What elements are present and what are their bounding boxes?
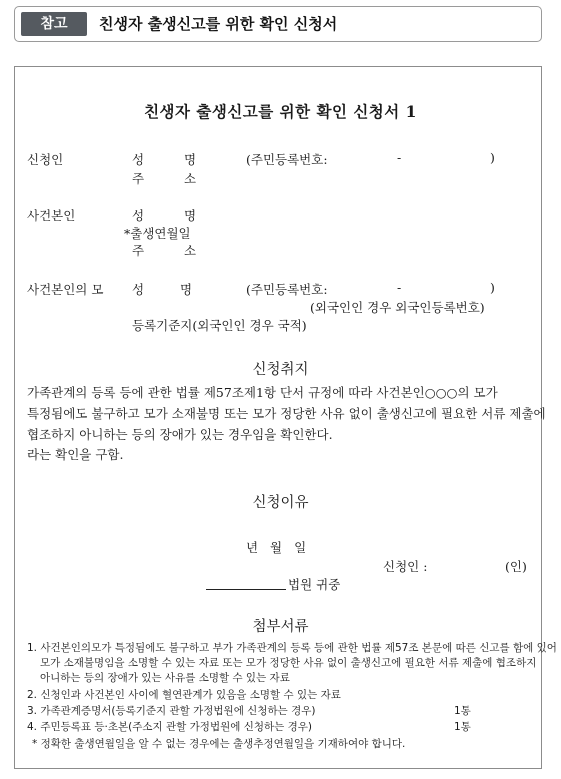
document-title: 친생자 출생신고를 위한 확인 신청서 1 — [144, 102, 417, 121]
purpose-line: 가족관계의 등록 등에 관한 법률 제57조제1항 단서 규정에 따라 사건본인○○○의 모가 — [27, 385, 498, 400]
attachment-item: 1. 사건본인의모가 특정됨에도 불구하고 부가 가족관계의 등록 등에 관한 법률 제57조 본문에 따른 신고를 함에 있어 — [27, 642, 557, 654]
mother-id-label: (주민등록번호: — [246, 282, 328, 297]
mother-registry-label: 등록기준지(외국인인 경우 국적) — [132, 318, 307, 333]
applicant-id-label: (주민등록번호: — [246, 152, 328, 167]
purpose-heading: 신청취지 — [252, 362, 309, 378]
applicant-label: 신청인 — [27, 152, 64, 167]
mother-id-close: ) — [490, 280, 495, 295]
purpose-line: 라는 확인을 구함. — [27, 447, 124, 462]
reason-applicant-label: 신청인 : — [383, 559, 428, 574]
header-tag: 참고 — [21, 12, 87, 36]
applicant-id-dash: - — [397, 150, 402, 165]
reason-heading: 신청이유 — [252, 495, 309, 511]
mother-name-label-a: 성 — [132, 282, 145, 297]
attachment-item: 2. 신청인과 사건본인 사이에 혈연관계가 있음을 소명할 수 있는 자료 — [27, 689, 341, 701]
court-name-blank — [206, 589, 286, 590]
seal-label: (인) — [505, 559, 527, 574]
attachment-count: 1통 — [454, 705, 471, 717]
attachment-count: 1통 — [454, 721, 471, 733]
purpose-line: 협조하지 아니하는 등의 장애가 있는 경우임을 확인한다. — [27, 427, 333, 442]
attachments-heading: 첨부서류 — [252, 619, 309, 635]
mother-id-dash: - — [397, 280, 402, 295]
applicant-name-label: 성 명 — [132, 152, 197, 167]
purpose-line: 특정됨에도 불구하고 모가 소재불명 또는 모가 정당한 사유 없이 출생신고에 필요한 서류 제출에 — [27, 406, 546, 421]
mother-foreign-note: (외국인인 경우 외국인등록번호) — [310, 300, 485, 315]
attachment-item: 3. 가족관계증명서(등록기준지 관할 가정법원에 신청하는 경우) — [27, 705, 316, 717]
mother-label: 사건본인의 모 — [27, 282, 104, 297]
attachment-item: 아니하는 등의 장애가 있는 사유를 소명할 수 있는 자료 — [40, 672, 290, 684]
attachment-item: 모가 소재불명임을 소명할 수 있는 자료 또는 모가 정당한 사유 없이 출생신고에 필요한 서류 제출에 협조하지 — [40, 657, 537, 669]
subject-name-label: 성 명 — [132, 208, 197, 223]
applicant-id-close: ) — [490, 150, 495, 165]
header-title: 친생자 출생신고를 위한 확인 신청서 — [99, 15, 338, 33]
attachment-item: 4. 주민등록표 등·초본(주소지 관할 가정법원에 신청하는 경우) — [27, 721, 313, 733]
applicant-address-label: 주 소 — [132, 171, 197, 186]
mother-name-label-b: 명 — [180, 282, 193, 297]
birthdate-note: * 정확한 출생연월일을 알 수 없는 경우에는 출생추정연월일을 기재하여야 합니다. — [32, 738, 406, 750]
subject-birth-label: *출생연월일 — [124, 226, 191, 241]
court-label: 법원 귀중 — [288, 577, 341, 592]
subject-address-label: 주 소 — [132, 243, 197, 258]
header-box — [14, 6, 542, 42]
subject-label: 사건본인 — [27, 208, 76, 223]
date-label: 년 월 일 — [246, 540, 307, 555]
